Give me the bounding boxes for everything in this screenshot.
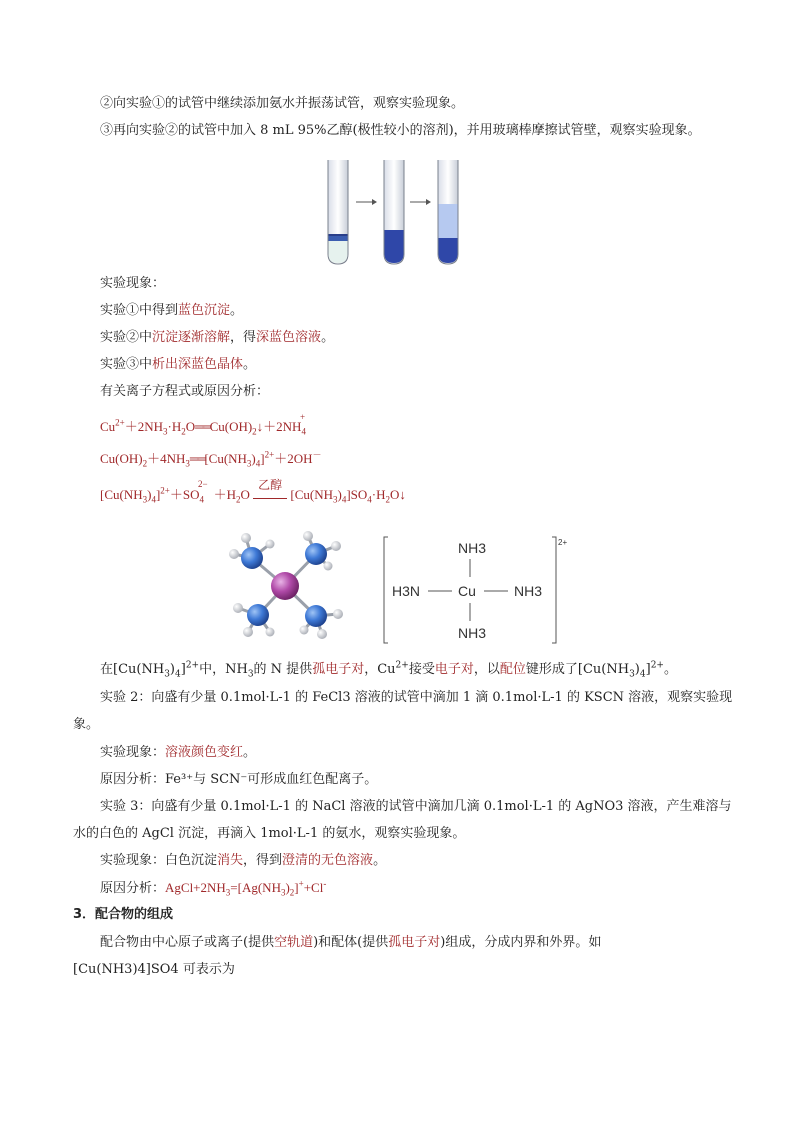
step-3-text: ③再向实验②的试管中加入 8 mL 95%乙醇(极性较小的溶剂)，并用玻璃棒摩擦试管壁，观察实验现象。: [100, 123, 701, 138]
exp2-line2: 象。: [73, 717, 100, 732]
ligand-left: H3N: [392, 583, 421, 599]
test-tube-3: [438, 160, 458, 264]
ligand-right: NH3: [514, 583, 543, 599]
section-3-line2: [Cu(NH3)4]SO4 可表示为: [73, 962, 235, 977]
ligand-top: NH3: [458, 540, 487, 556]
phenomena-2: 实验②中沉淀逐渐溶解，得深蓝色溶液。: [100, 330, 335, 345]
step-2-text: ②向实验①的试管中继续添加氨水并振荡试管，观察实验现象。: [100, 96, 465, 111]
ligand-bottom: NH3: [458, 625, 487, 641]
exp2-cause: 原因分析：Fe³⁺与 SCN⁻可形成血红色配离子。: [100, 772, 378, 787]
copper-atom: [271, 572, 299, 600]
equation-1: $Cu^{2+}+2NH_3\cdot H_2O══Cu(OH)_2↓+2NH_4^+$: [100, 411, 306, 437]
arrow-1-head: [372, 199, 377, 205]
test-tubes-figure: [320, 158, 470, 270]
phenomena-3: 实验③中析出深蓝色晶体。: [100, 357, 257, 372]
section-3-line1: 配合物由中心原子或离子(提供空轨道)和配体(提供孤电子对)组成，分成内界和外界。如: [100, 935, 602, 950]
analysis-title: 有关离子方程式或原因分析：: [100, 384, 270, 399]
ball-stick-model: [212, 520, 362, 650]
equation-2: $Cu(OH)_2+4NH_3══[Cu(NH_3)_4]^{2+}+2OH^-$: [100, 449, 322, 469]
phenomena-title: 实验现象：: [100, 276, 166, 291]
phenomena-1: 实验①中得到蓝色沉淀。: [100, 303, 244, 318]
arrow-2-head: [426, 199, 431, 205]
exp2-line1: 实验 2：向盛有少量 0.1mol·L-1 的 FeCl3 溶液的试管中滴加 1 滴 0.1mol·L-1 的 KSCN 溶液，观察实验现: [100, 690, 733, 705]
section-3-title: 3．配合物的组成: [73, 907, 174, 922]
catalyst-label: 乙醇: [258, 478, 283, 492]
exp3-line2: 水的白色的 AgCl 沉淀，再滴入 1mol·L-1 的氨水，观察实验现象。: [73, 826, 466, 841]
exp3-phenomenon: 实验现象：白色沉淀消失，得到澄清的无色溶液。: [100, 853, 387, 868]
exp3-line1: 实验 3：向盛有少量 0.1mol·L-1 的 NaCl 溶液的试管中滴加几滴 0.1mol·L-1 的 AgNO3 溶液，产生难溶与: [100, 799, 732, 814]
complex-structure-diagram: [380, 533, 580, 648]
charge-label: 2+: [558, 538, 568, 547]
exp2-phenomenon: 实验现象：溶液颜色变红。: [100, 745, 257, 760]
test-tube-2: [384, 160, 404, 264]
exp3-cause: 原因分析：$AgCl+2NH_3=[Ag(NH_3)_2]^++Cl^-$: [100, 878, 327, 898]
equation-3: $[Cu(NH_3)_4]^{2+}+SO_4^{2-}+H_2O$ 乙醇 $[Cu(NH_3)_4]SO_4\cdot H_2O↓$: [100, 478, 406, 505]
test-tube-1: [328, 160, 348, 264]
center-metal: Cu: [458, 583, 476, 599]
coordination-explanation: 在$[Cu(NH_3)_4]^{2+}$中，$NH_3$的 N 提供孤电子对，$Cu^{2+}$接受电子对，以配位键形成了$[Cu(NH_3)_4]^{2+}$。: [100, 660, 677, 680]
